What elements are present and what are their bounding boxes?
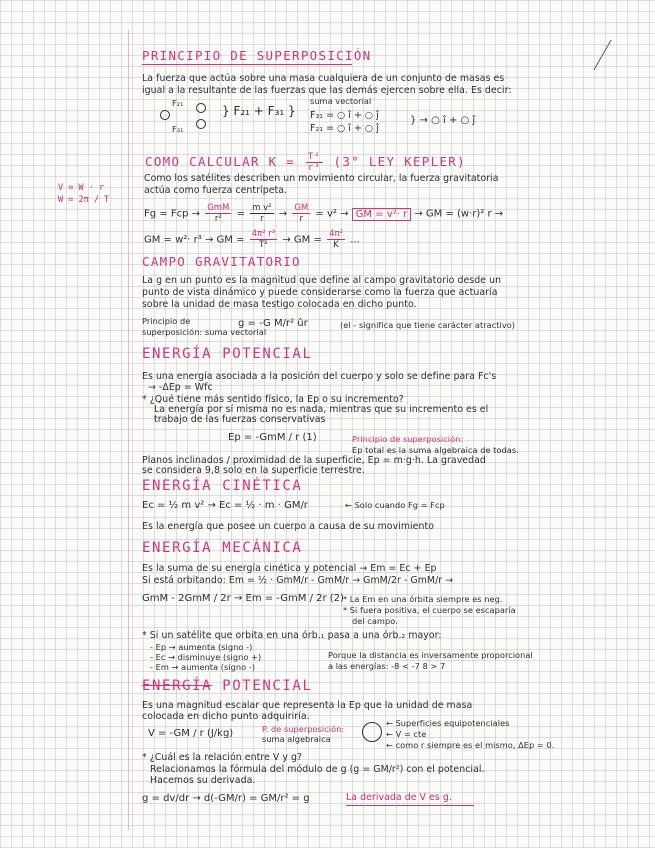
eq1b: = v² →: [315, 208, 349, 220]
mec-line-1: Es la suma de su energía cinética y potencial → Em = Ec + Ep: [142, 563, 437, 574]
eq2b: → GM =: [282, 234, 322, 246]
cin-note: ← Solo cuando Fg = Fcp: [345, 500, 445, 510]
mec-line-2: Si está orbitando: Em = ½ · GmM/r - GmM/r → GmM/2r - GmM/r →: [142, 575, 454, 586]
campo-label-1: Principio de: [142, 316, 191, 326]
diagram-f21: F₂₁: [172, 98, 184, 108]
campo-formula: g = -G M/r² ûr: [238, 318, 308, 329]
fin-note-1: P. de superposición:: [262, 724, 345, 734]
campo-line-1: La g en un punto es la magnitud que define al campo gravitatorio desde un: [142, 275, 502, 286]
mec-reason-2: a las energías: -8 < -7 8 > 7: [328, 661, 446, 671]
title-energia-mecanica: ENERGÍA MECÁNICA: [142, 540, 303, 556]
pot-formula: Ep = -GmM / r (1): [228, 432, 317, 443]
vector-sum: F₂₁ + F₃₁: [233, 104, 285, 118]
campo-label-2: superposición: suma vectorial: [142, 327, 267, 337]
mec-sat-1: * Si un satélite que orbita en una órb.₁ pasa a una órb.₂ mayor:: [142, 630, 442, 641]
mec-note-1: * La Em en una órbita siempre es neg.: [343, 594, 503, 604]
mass-3-icon: [196, 119, 206, 129]
pot-note-1: Principio de superposición:: [352, 434, 464, 444]
kepler-line-1: Como los satélites describen un movimiento circular, la fuerza gravitatoria: [144, 173, 499, 184]
campo-note: (el - significa que tiene carácter atractivo): [340, 320, 516, 330]
fin-derivative-note: La derivada de V es g.: [346, 792, 452, 803]
mec-reason-1: Porque la distancia es inversamente proporcional: [328, 650, 533, 660]
vector-result: } → ○ î + ○ ĵ: [410, 115, 476, 126]
f31-components: F₃₁ = ○ î + ○ ĵ: [310, 110, 379, 121]
k-fraction: $\frac{\text{T²}}{\text{r³}}$: [307, 152, 321, 173]
fin-derivative: g = dv/dr → d(-GM/r) = GM/r² = g: [142, 793, 310, 804]
title-superposicion: PRINCIPIO DE SUPERPOSICIÓN: [142, 48, 372, 63]
title-potencial-text: POTENCIAL: [222, 678, 313, 694]
kepler-line-2: actúa como fuerza centrípeta.: [144, 185, 288, 196]
sup-line-1: La fuerza que actúa sobre una masa cualquiera de un conjunto de masas es: [142, 73, 505, 84]
mec-sat-3: - Ec → disminuye (signo +): [150, 652, 262, 662]
title-energia-cinetica: ENERGÍA CINÉTICA: [142, 478, 303, 494]
brace-sum: } F₂₁ + F₃₁ }: [222, 104, 296, 118]
fin-answer-1: Relacionamos la fórmula del módulo de g (g = GM/r²) con el potencial.: [150, 764, 485, 775]
pot-answer-2: trabajo de las fuerzas conservativas: [154, 414, 326, 425]
diagram-f31: F₃₁: [172, 124, 184, 134]
pot-question: * ¿Qué tiene más sentido físico, la Ep o su incremento?: [142, 394, 404, 405]
pot-line-1: Es una energía asociada a la posición del cuerpo y solo se define para Fc's: [142, 371, 497, 382]
mec-note-2: * Si fuera positiva, el cuerpo se escaparía: [343, 605, 516, 615]
title-underline: [142, 64, 352, 65]
cin-line-1: Es la energía que posee un cuerpo a causa de su movimiento: [142, 521, 434, 532]
kepler-eq-1: Fg = Fcp → $\frac{\text{GmM}}{\text{r²}}$ = $\frac{\text{m v²}}{r}$ → $\frac{GM}{r}$ = v² → GM = v²· r → GM = (w·r)² r →: [144, 203, 504, 224]
fin-question: * ¿Cuál es la relación entre V y g?: [142, 752, 302, 763]
pot-note-2: Ep total es la suma algebraica de todas.: [352, 445, 519, 455]
mass-1-icon: [160, 110, 170, 120]
pot-line-3: Planos inclinados / proximidad de la superficie, Ep = m·g·h. La gravedad: [142, 455, 486, 466]
side-note-w: W = 2π / T: [58, 195, 110, 205]
pot-line-2: → -ΔEp = Wfc: [148, 382, 213, 393]
title-energia-potencial: ENERGÍA POTENCIAL: [142, 346, 313, 362]
kepler-eq-2: GM = w²· r³ → GM = $\frac{\text{4π² r³}}{\text{T²}}$ → GM = $\frac{\text{4π²}}{K}$ ...: [144, 229, 360, 250]
side-note-v: V = W · r: [58, 183, 105, 193]
kepler-label: (3° LEY KEPLER): [333, 154, 466, 169]
campo-line-3: sobre la unidad de masa testigo colocada en dicho punto.: [142, 299, 417, 310]
mec-sat-2: - Ep → aumenta (signo -): [150, 642, 253, 652]
eq1c: → GM = (w·r)² r →: [414, 208, 504, 220]
margin-line: [128, 30, 129, 830]
mec-sat-4: - Em → aumenta (signo -): [150, 662, 256, 672]
cin-formula: Ec = ½ m v² → Ec = ½ · m · GM/r: [142, 500, 308, 511]
fin-c2: ← V = cte: [386, 729, 427, 739]
fin-line-2: colocada en dicho punto adquiriría.: [142, 711, 310, 722]
result-components: ○ î + ○ ĵ: [431, 115, 476, 126]
fin-answer-2: Hacemos su derivada.: [150, 775, 256, 786]
fin-line-1: Es una magnitud escalar que representa la Ep que la unidad de masa: [142, 700, 473, 711]
mec-note-3: del campo.: [352, 616, 398, 626]
mass-2-icon: [196, 103, 206, 113]
calcular-k-text: COMO CALCULAR K =: [145, 154, 296, 169]
title-potencial: [142, 678, 313, 694]
eq2a: GM = w²· r³ → GM =: [144, 234, 245, 246]
title-calcular-k: [145, 152, 466, 173]
campo-line-2: punto de vista dinámico y puede considerarse como la fuerza que actuaría: [142, 287, 498, 298]
fin-c3: ← como r siempre es el mismo, ΔEp = 0.: [386, 740, 555, 750]
title-strikethrough: ENERGÍA: [142, 678, 213, 694]
title-campo: CAMPO GRAVITATORIO: [142, 254, 301, 269]
dots: ...: [350, 234, 360, 246]
fin-formula: V = -GM / r (J/kg): [148, 728, 234, 739]
derivative-underline: [346, 805, 474, 806]
sup-line-2: igual a la resultante de las fuerzas que las demás ejercen sobre ella. Es decir:: [142, 85, 512, 96]
suma-vectorial-label: suma vectorial: [310, 96, 372, 106]
fin-note-2: suma algebraica: [262, 734, 331, 744]
mec-line-3: GmM - 2GmM / 2r → Em = -GmM / 2r (2): [142, 593, 344, 604]
eq1a: Fg = Fcp →: [144, 208, 200, 220]
pot-line-4: se considera 9,8 solo en la superficie terrestre.: [142, 465, 365, 476]
f21-components: F₂₁ = ○ î + ○ ĵ: [310, 123, 379, 134]
equipotential-icon: [362, 722, 382, 742]
gm-boxed: GM = v²· r: [352, 208, 412, 221]
fin-c1: ← Superficies equipotenciales: [386, 718, 510, 728]
pot-answer-1: La energía por sí misma no es nada, mientras que su incremento es el: [154, 404, 489, 415]
